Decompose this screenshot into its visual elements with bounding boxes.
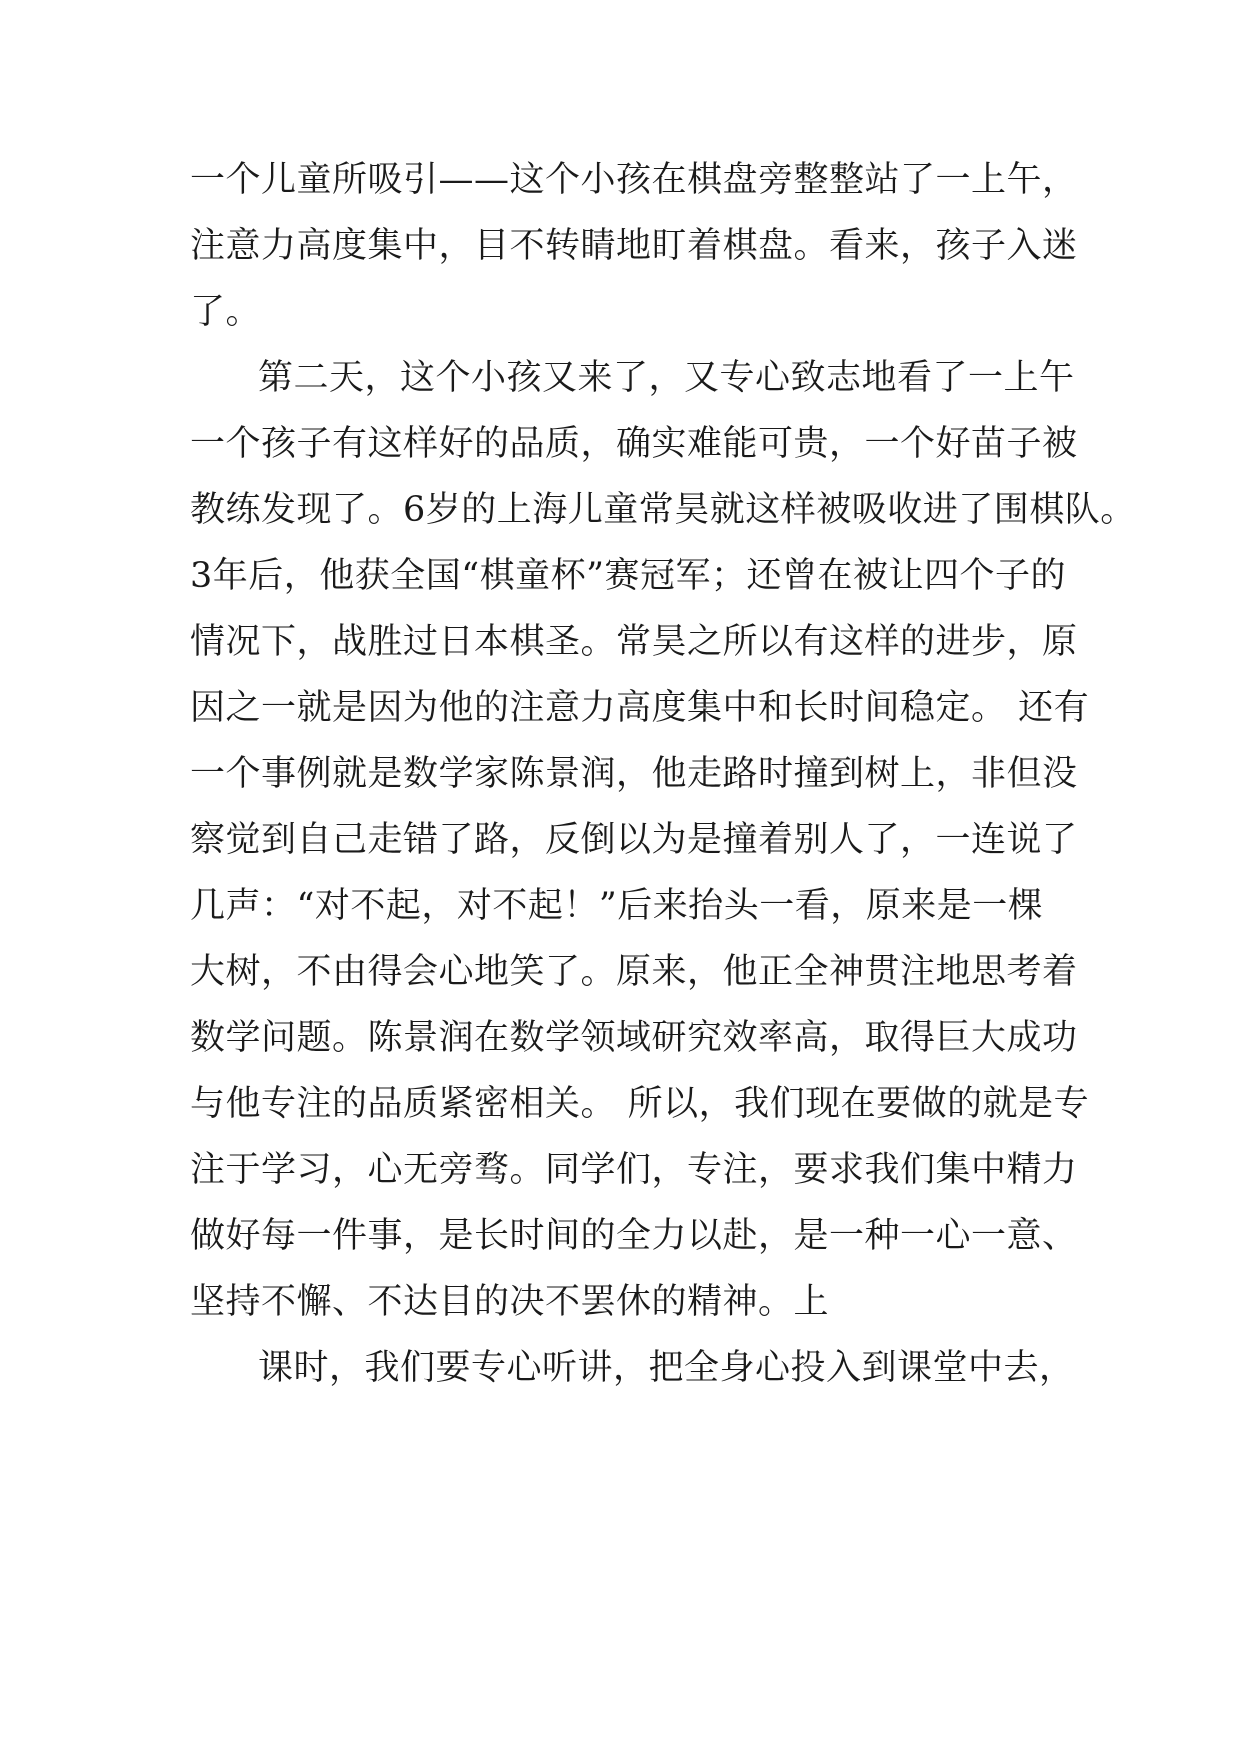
text-line: 教练发现了。6岁的上海儿童常昊就这样被吸收进了围棋队。 bbox=[190, 490, 1136, 530]
text-line: 数学问题。陈景润在数学领域研究效率高，取得巨大成功 bbox=[190, 1018, 1078, 1058]
text-line: 课时，我们要专心听讲，把全身心投入到课堂中去， bbox=[258, 1348, 1075, 1388]
text-line: 一个孩子有这样好的品质，确实难能可贵，一个好苗子被 bbox=[190, 424, 1078, 464]
text-line: 注意力高度集中，目不转睛地盯着棋盘。看来，孩子入迷 bbox=[190, 226, 1078, 266]
text-line: 一个儿童所吸引——这个小孩在棋盘旁整整站了一上午， bbox=[190, 160, 1078, 200]
text-line: 第二天，这个小孩又来了，又专心致志地看了一上午 bbox=[258, 358, 1075, 398]
text-line: 一个事例就是数学家陈景润，他走路时撞到树上，非但没 bbox=[190, 754, 1078, 794]
text-line: 3年后，他获全国“棋童杯”赛冠军；还曾在被让四个子的 bbox=[190, 556, 1067, 596]
text-line: 做好每一件事，是长时间的全力以赴，是一种一心一意、 bbox=[190, 1216, 1078, 1256]
text-line: 了。 bbox=[190, 292, 262, 332]
text-line: 因之一就是因为他的注意力高度集中和长时间稳定。 还有 bbox=[190, 688, 1090, 728]
text-line: 大树，不由得会心地笑了。原来，他正全神贯注地思考着 bbox=[190, 952, 1078, 992]
text-line: 情况下，战胜过日本棋圣。常昊之所以有这样的进步，原 bbox=[190, 622, 1078, 662]
text-line: 坚持不懈、不达目的决不罢休的精神。上 bbox=[190, 1282, 830, 1322]
text-line: 几声：“对不起，对不起！”后来抬头一看，原来是一棵 bbox=[190, 886, 1044, 926]
text-line: 注于学习，心无旁骛。同学们，专注，要求我们集中精力 bbox=[190, 1150, 1078, 1190]
text-line: 与他专注的品质紧密相关。 所以，我们现在要做的就是专 bbox=[190, 1084, 1090, 1124]
text-line: 察觉到自己走错了路，反倒以为是撞着别人了，一连说了 bbox=[190, 820, 1078, 860]
